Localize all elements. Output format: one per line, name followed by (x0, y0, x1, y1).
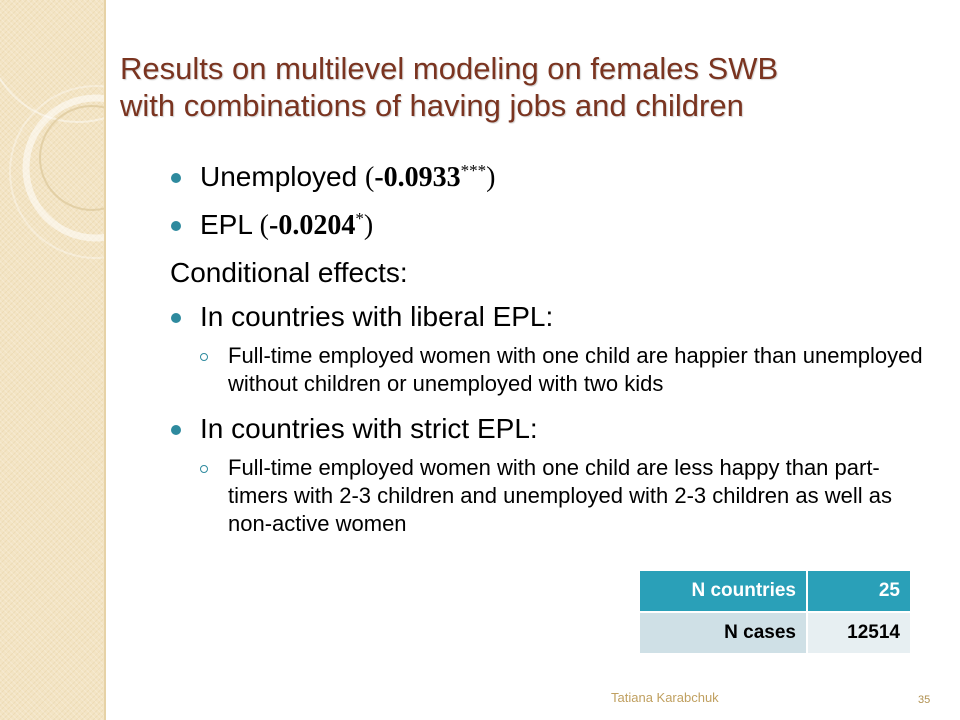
epl-paren-close: ) (363, 210, 374, 241)
bullet-dot-icon (171, 173, 181, 183)
n-cases-label: N cases (639, 612, 807, 654)
epl-coefficient: -0.0204 (269, 210, 356, 241)
strict-epl-detail: Full-time employed women with one child are less happy than part-timers with 2-3 children and unemployed with 2-3 children as well as non-active women (228, 455, 892, 536)
strict-epl-heading: In countries with strict EPL: (200, 413, 538, 444)
sub-bullet-strict (170, 454, 930, 538)
sample-size-table (639, 570, 911, 654)
table-row (639, 570, 911, 612)
bullet-liberal-epl (170, 300, 930, 334)
liberal-epl-detail: Full-time employed women with one child are happier than unemployed without children or unemployed with two kids (228, 343, 923, 396)
bullet-epl (170, 208, 930, 246)
hollow-bullet-icon (200, 353, 208, 361)
bullet-dot-icon (171, 221, 181, 231)
n-countries-label: N countries (639, 570, 807, 612)
decorative-sidebar (0, 0, 105, 720)
bullet-strict-epl (170, 412, 930, 446)
n-countries-value: 25 (807, 570, 911, 612)
title-line-1: Results on multilevel modeling on females SWB (120, 51, 779, 86)
unemployed-label: Unemployed (200, 161, 365, 192)
sidebar-divider (104, 0, 106, 720)
epl-paren-open: ( (259, 210, 269, 241)
liberal-epl-heading: In countries with liberal EPL: (200, 301, 554, 332)
table-row (639, 612, 911, 654)
unemployed-paren-open: ( (364, 162, 375, 193)
bullet-unemployed (170, 160, 930, 198)
page-number: 35 (918, 694, 931, 706)
n-cases-value: 12514 (807, 612, 911, 654)
title-line-2: with combinations of having jobs and children (120, 88, 744, 123)
slide-title (120, 50, 940, 124)
unemployed-paren-close: ) (486, 162, 496, 193)
unemployed-coefficient: -0.0933 (374, 162, 461, 193)
bullet-dot-icon (171, 425, 181, 435)
decorative-rings (0, 0, 105, 720)
unemployed-significance: *** (460, 161, 487, 180)
hollow-bullet-icon (200, 465, 208, 473)
conditional-effects-heading: Conditional effects: (170, 257, 408, 288)
slide-content (170, 160, 930, 552)
bullet-dot-icon (171, 313, 181, 323)
epl-significance: * (355, 209, 364, 228)
footer-author: Tatiana Karabchuk (611, 690, 719, 705)
epl-label: EPL (200, 209, 260, 240)
sub-bullet-liberal (170, 342, 930, 398)
